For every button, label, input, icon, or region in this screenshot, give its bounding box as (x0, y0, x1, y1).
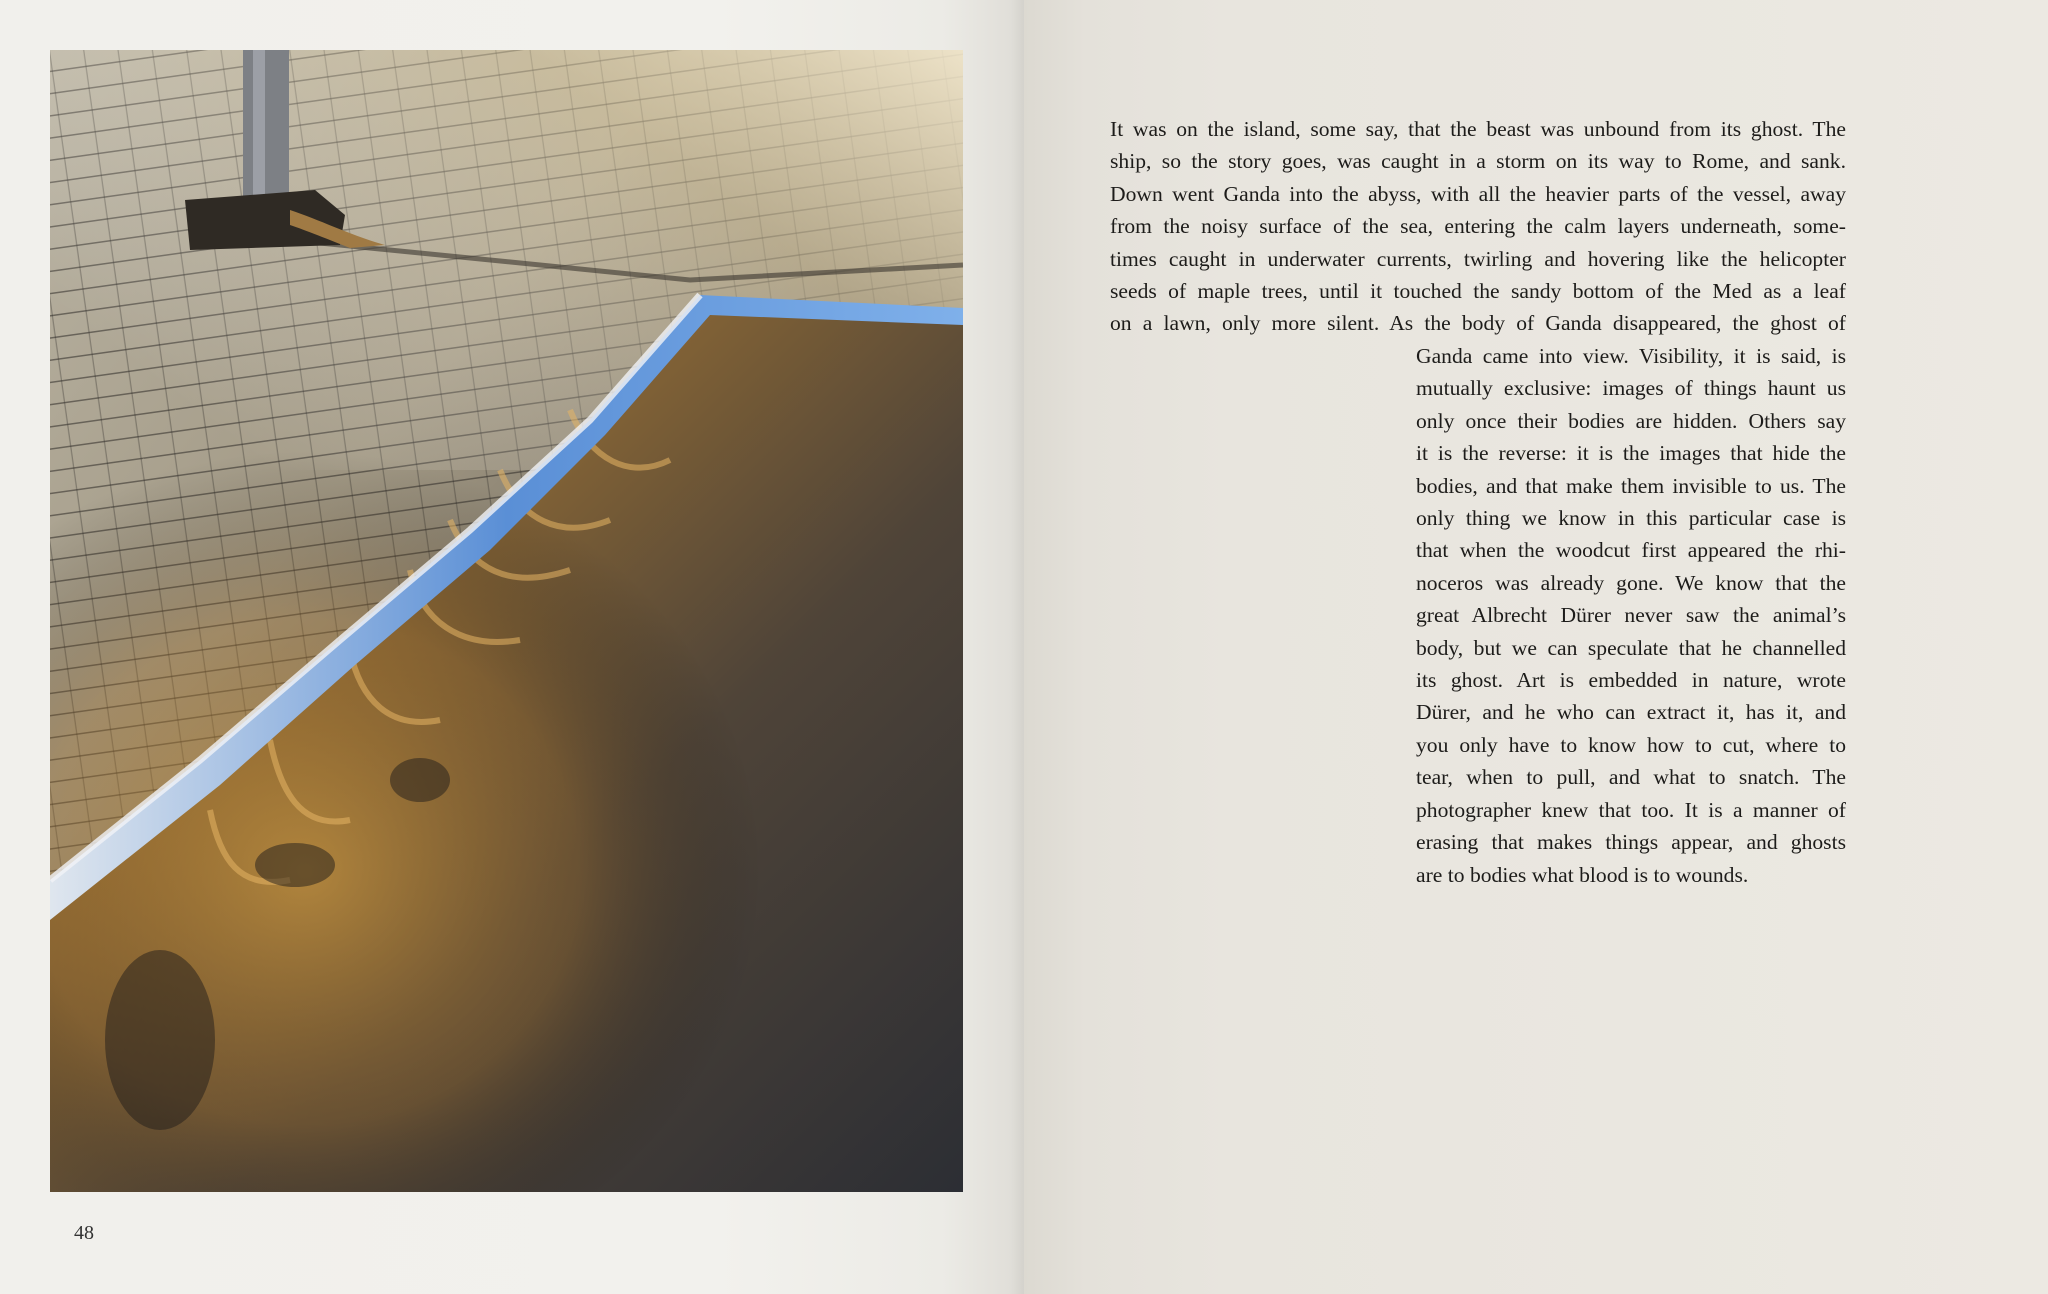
text-line: its ghost. Art is embedded in nature, wrote (1416, 668, 1846, 693)
photograph-sand-on-pavement-icon (50, 50, 963, 1192)
text-line: from the noisy surface of the sea, entering the calm layers underneath, some- (1110, 214, 1846, 239)
text-line: Ganda came into view. Visibility, it is said, is (1416, 344, 1846, 368)
text-line: are to bodies what blood is to wounds. (1416, 862, 1749, 887)
page-number: 48 (74, 1222, 94, 1244)
text-line: tear, when to pull, and what to snatch. The (1416, 765, 1846, 790)
text-line: that when the woodcut first appeared the rhi- (1416, 538, 1846, 563)
text-line: It was on the island, some say, that the beast was unbound from its ghost. The (1110, 117, 1846, 141)
text-line: only once their bodies are hidden. Others say (1416, 408, 1846, 433)
text-line: times caught in underwater currents, twirling and hovering like the helicopter (1110, 246, 1846, 271)
text-line: photographer knew that too. It is a manner of (1416, 797, 1846, 822)
text-line: ship, so the story goes, was caught in a storm on its way to Rome, and sank. (1110, 149, 1846, 174)
photograph (50, 50, 963, 1192)
text-line: body, but we can speculate that he channelled (1416, 635, 1846, 660)
text-line: Down went Ganda into the abyss, with all the heavier parts of the vessel, away (1110, 181, 1846, 206)
text-line: you only have to know how to cut, where to (1416, 732, 1846, 757)
text-line: it is the reverse: it is the images that hide the (1416, 441, 1846, 466)
text-block-narrow (1416, 340, 1846, 891)
text-line: seeds of maple trees, until it touched the sandy bottom of the Med as a leaf (1110, 279, 1846, 304)
text-block-wide (1110, 113, 1846, 340)
text-line: on a lawn, only more silent. As the body of Ganda disappeared, the ghost of (1110, 311, 1846, 336)
text-line: erasing that makes things appear, and ghosts (1416, 830, 1846, 855)
text-line: mutually exclusive: images of things haunt us (1416, 376, 1846, 401)
text-line: bodies, and that make them invisible to us. The (1416, 473, 1846, 498)
text-line: only thing we know in this particular case is (1416, 506, 1846, 531)
text-line: Dürer, and he who can extract it, has it, and (1416, 700, 1846, 725)
text-line: great Albrecht Dürer never saw the animal’s (1416, 603, 1846, 628)
text-line: noceros was already gone. We know that the (1416, 570, 1846, 595)
